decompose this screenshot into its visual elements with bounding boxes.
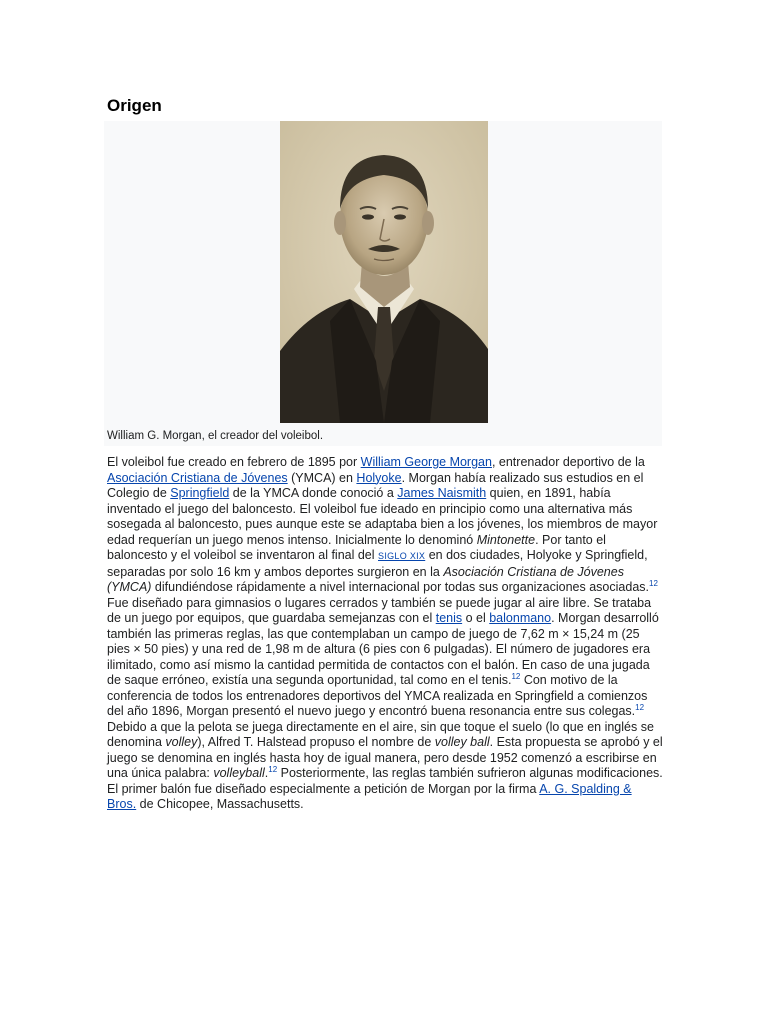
section-heading: Origen (107, 96, 162, 115)
term-volleyball: volleyball (213, 766, 265, 780)
link-tenis[interactable]: tenis (435, 611, 463, 625)
text: Posteriormente, las reglas también sufrieron algunas modificaciones. El primer balón fue diseñado especialmente a petición de Morgan por la firma (107, 766, 663, 796)
reference-marker[interactable] (635, 703, 644, 712)
term-volley-ball: volley ball (434, 735, 490, 749)
reference-link[interactable]: 12 (268, 764, 278, 774)
link-springfield[interactable]: Springfield (170, 486, 230, 500)
text: . (264, 766, 269, 780)
link-balonmano[interactable]: balonmano (489, 611, 552, 625)
term-acj: Asociación Cristiana de Jóvenes (YMCA) (107, 564, 624, 594)
text: . Esta propuesta se aprobó y el juego se denomina en inglés hasta hoy de igual manera, pero desde 1952 comenzó a escribirse en una única palabra: (107, 735, 663, 780)
term-volley: volley (165, 735, 198, 749)
text: de Chicopee, Massachusetts. (136, 797, 304, 811)
text: . Morgan había realizado sus estudios en el Colegio de (107, 470, 644, 500)
reference-link[interactable]: 12 (511, 671, 521, 681)
link-william-george-morgan[interactable]: William George Morgan (360, 455, 492, 469)
link-siglo-xix[interactable]: SIGLO XIX (378, 551, 426, 561)
text: El voleibol fue creado en febrero de 1895 por (107, 455, 361, 469)
article-paragraph (107, 455, 663, 813)
reference-link[interactable]: 12 (635, 702, 645, 712)
link-spalding[interactable]: A. G. Spalding & Bros. (107, 781, 632, 811)
term-mintonette: Mintonette (476, 532, 536, 547)
text: Con motivo de la conferencia de todos los entrenadores deportivos del YMCA realizada en Springfield a comienzos del año 1896, Morgan presentó el nuevo juego y encontró buena resonancia entre sus colegas. (107, 673, 648, 718)
reference-link[interactable]: 12 (649, 578, 658, 588)
text: . Morgan desarrolló también las primeras reglas, las que contemplaban un campo de juego de 7,62 m × 15,24 m (25 pies × 50 pies) y una red de 1,98 m de altura (6 pies con 6 pulgadas). El número de jugadores era ilimitado, como así mismo la cantidad permitida de contactos con el balón. En caso de una jugada de saque erróneo, existía una segunda oportunidad, tal como en el tenis. (107, 611, 659, 687)
text: quien, en 1891, había inventado el juego del baloncesto. El voleibol fue ideado en principio como una alternativa más sosegada al baloncesto, pues aunque este se adaptaba bien a los jóvenes, los miembros de mayor edad requerían un juego menos intenso. Inicialmente lo denominó (107, 486, 658, 547)
figure-caption: William G. Morgan, el creador del voleibol. (107, 430, 324, 442)
article-body (107, 455, 663, 813)
text: Debido a que la pelota se juega directamente en el aire, sin que toque el suelo (lo que en inglés se denomina (107, 719, 654, 749)
link-asociacion-cristiana[interactable]: Asociación Cristiana de Jóvenes (107, 470, 288, 485)
text: en dos ciudades, Holyoke y Springfield, separadas por solo 16 km y ambos deportes surgieron en la (107, 548, 648, 579)
text: o el (462, 611, 490, 625)
link-holyoke[interactable]: Holyoke (356, 470, 402, 485)
link-james-naismith[interactable]: James Naismith (397, 486, 487, 500)
text: de la YMCA donde conoció a (229, 486, 398, 500)
portrait-photo[interactable] (280, 121, 488, 423)
text: (YMCA) en (287, 470, 357, 485)
reference-marker[interactable] (268, 765, 277, 774)
reference-marker[interactable] (649, 579, 658, 588)
figure (104, 121, 662, 446)
text: , entrenador deportivo de la (491, 455, 645, 469)
text: . Por tanto el baloncesto y el voleibol se inventaron al final del (107, 532, 606, 562)
text: difundiéndose rápidamente a nivel internacional por todas sus organizaciones asociadas. (151, 580, 649, 594)
text: ), Alfred T. Halstead propuso el nombre de (197, 735, 435, 749)
portrait-illustration (280, 121, 488, 423)
text: Fue diseñado para gimnasios o lugares cerrados y también se puede jugar al aire libre. Se trataba de un juego por equipos, que guardaba semejanzas con el (107, 595, 652, 625)
